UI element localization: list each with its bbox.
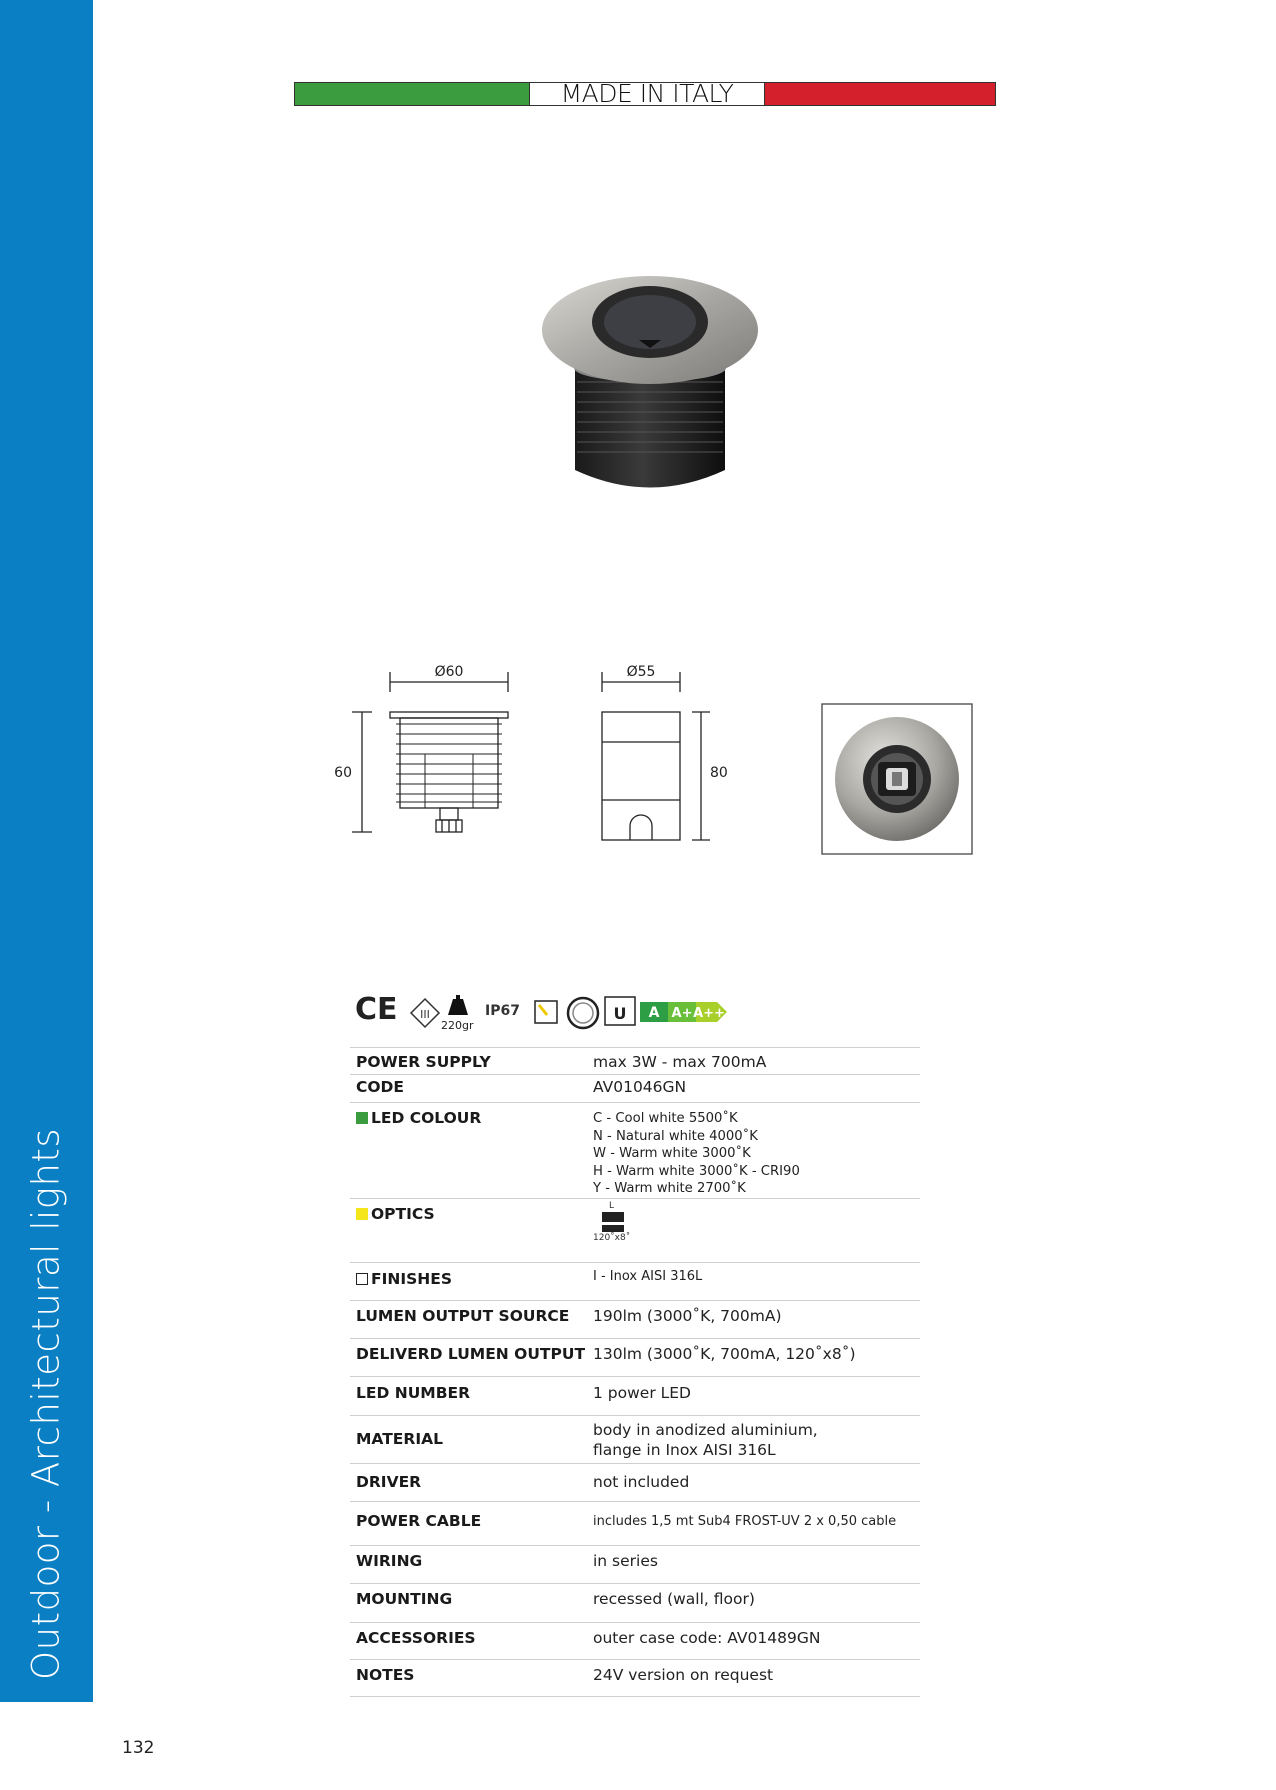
spec-label: ACCESSORIES <box>350 1623 593 1660</box>
spec-value: in series <box>593 1546 920 1584</box>
green-swatch-icon <box>356 1112 368 1124</box>
material-line: body in anodized aluminium, <box>593 1421 818 1439</box>
spec-label: LUMEN OUTPUT SOURCE <box>350 1301 593 1339</box>
spec-row-accessories <box>350 1623 920 1660</box>
page-number: 132 <box>122 1738 155 1758</box>
material-line: flange in Inox AISI 316L <box>593 1441 776 1459</box>
sidebar-label: Outdoor - Architectural lights <box>24 1127 68 1680</box>
spec-value-optics <box>593 1199 920 1263</box>
spec-label: CODE <box>350 1075 593 1103</box>
spec-row-power-cable <box>350 1502 920 1546</box>
svg-text:U: U <box>613 1004 627 1023</box>
energy-class-icon <box>640 1002 727 1022</box>
made-in-italy-banner <box>294 79 996 108</box>
spec-value: 190lm (3000˚K, 700mA) <box>593 1301 920 1339</box>
ce-mark-icon: CE <box>355 992 398 1027</box>
energy-class-a-plus-plus: A++ <box>693 1006 725 1021</box>
spec-value: 130lm (3000˚K, 700mA, 120˚x8˚) <box>593 1339 920 1377</box>
class-iii-icon <box>411 999 439 1027</box>
white-swatch-icon <box>356 1273 368 1285</box>
spec-label: LED NUMBER <box>350 1377 593 1416</box>
spec-label: MOUNTING <box>350 1584 593 1623</box>
spec-row-optics <box>350 1199 920 1263</box>
optic-letter: L <box>609 1201 615 1211</box>
spec-value: max 3W - max 700mA <box>593 1048 920 1075</box>
case-diameter-label: Ø55 <box>626 664 656 680</box>
spec-row-led-number <box>350 1377 920 1416</box>
energy-class-a-plus: A+ <box>671 1006 693 1021</box>
uv-resistant-icon <box>605 997 635 1025</box>
spec-row-mounting <box>350 1584 920 1623</box>
spec-value: 1 power LED <box>593 1377 920 1416</box>
yellow-swatch-icon <box>356 1208 368 1220</box>
spec-value: outer case code: AV01489GN <box>593 1623 920 1660</box>
flag-red <box>765 83 995 105</box>
weight-label: 220gr <box>441 1019 474 1031</box>
spec-value: I - Inox AISI 316L <box>593 1263 920 1301</box>
spec-label: DRIVER <box>350 1464 593 1502</box>
spec-label: NOTES <box>350 1660 593 1697</box>
spec-value: includes 1,5 mt Sub4 FROST-UV 2 x 0,50 cable <box>593 1502 920 1546</box>
spec-row-driver <box>350 1464 920 1502</box>
spec-row-code <box>350 1075 920 1103</box>
recessed-lamp-icon <box>535 1001 557 1023</box>
spec-value: recessed (wall, floor) <box>593 1584 920 1623</box>
technical-drawings <box>330 650 980 860</box>
spec-label: POWER SUPPLY <box>350 1048 593 1075</box>
spec-value: 24V version on request <box>593 1660 920 1697</box>
ip-rating-label: IP67 <box>485 1003 520 1019</box>
energy-class-a: A <box>648 1005 660 1021</box>
banner-text: MADE IN ITALY <box>560 79 734 108</box>
spec-label-finishes <box>350 1263 593 1301</box>
spec-row-finishes <box>350 1263 920 1301</box>
front-diameter-label: Ø60 <box>434 664 464 680</box>
led-colour-option: Y - Warm white 2700˚K <box>593 1181 746 1196</box>
spec-row-lumen-source <box>350 1301 920 1339</box>
led-colour-option: H - Warm white 3000˚K - CRI90 <box>593 1163 800 1179</box>
case-height-label: 80 <box>710 765 728 781</box>
flag-white <box>530 79 765 108</box>
led-colour-option: N - Natural white 4000˚K <box>593 1128 758 1144</box>
led-colour-option: C - Cool white 5500˚K <box>593 1111 738 1126</box>
specs-table <box>350 1047 920 1697</box>
optic-angle: 120˚x8˚ <box>593 1233 631 1243</box>
sidebar-label-wrap <box>0 0 93 1702</box>
spec-row-lumen-delivered <box>350 1339 920 1377</box>
spec-label: WIRING <box>350 1546 593 1584</box>
spec-row-led-colour <box>350 1103 920 1199</box>
flag-green <box>295 83 530 105</box>
product-photo <box>535 270 765 510</box>
spec-label-optics <box>350 1199 593 1263</box>
weight-icon <box>448 995 468 1015</box>
spec-value: not included <box>593 1464 920 1502</box>
spec-row-material <box>350 1416 920 1464</box>
front-height-label: 60 <box>334 765 352 781</box>
spec-label: DELIVERD LUMEN OUTPUT <box>350 1339 593 1377</box>
spec-label: LED COLOUR <box>371 1109 482 1127</box>
optic-beam-icon <box>601 1211 627 1233</box>
spec-label: OPTICS <box>371 1205 435 1223</box>
certification-icons <box>355 985 755 1031</box>
spec-label: FINISHES <box>371 1270 452 1288</box>
svg-text:III: III <box>420 1008 430 1021</box>
spec-value-led-colour <box>593 1103 920 1199</box>
spec-row-power-supply <box>350 1048 920 1075</box>
spec-row-notes <box>350 1660 920 1697</box>
spec-label-led-colour <box>350 1103 593 1199</box>
spec-value: AV01046GN <box>593 1075 920 1103</box>
spec-label: POWER CABLE <box>350 1502 593 1546</box>
optic-symbol <box>593 1201 630 1243</box>
led-colour-option: W - Warm white 3000˚K <box>593 1146 751 1161</box>
spec-row-wiring <box>350 1546 920 1584</box>
spec-value-material <box>593 1416 920 1464</box>
ring-light-icon <box>568 998 598 1028</box>
spec-label: MATERIAL <box>350 1416 593 1464</box>
